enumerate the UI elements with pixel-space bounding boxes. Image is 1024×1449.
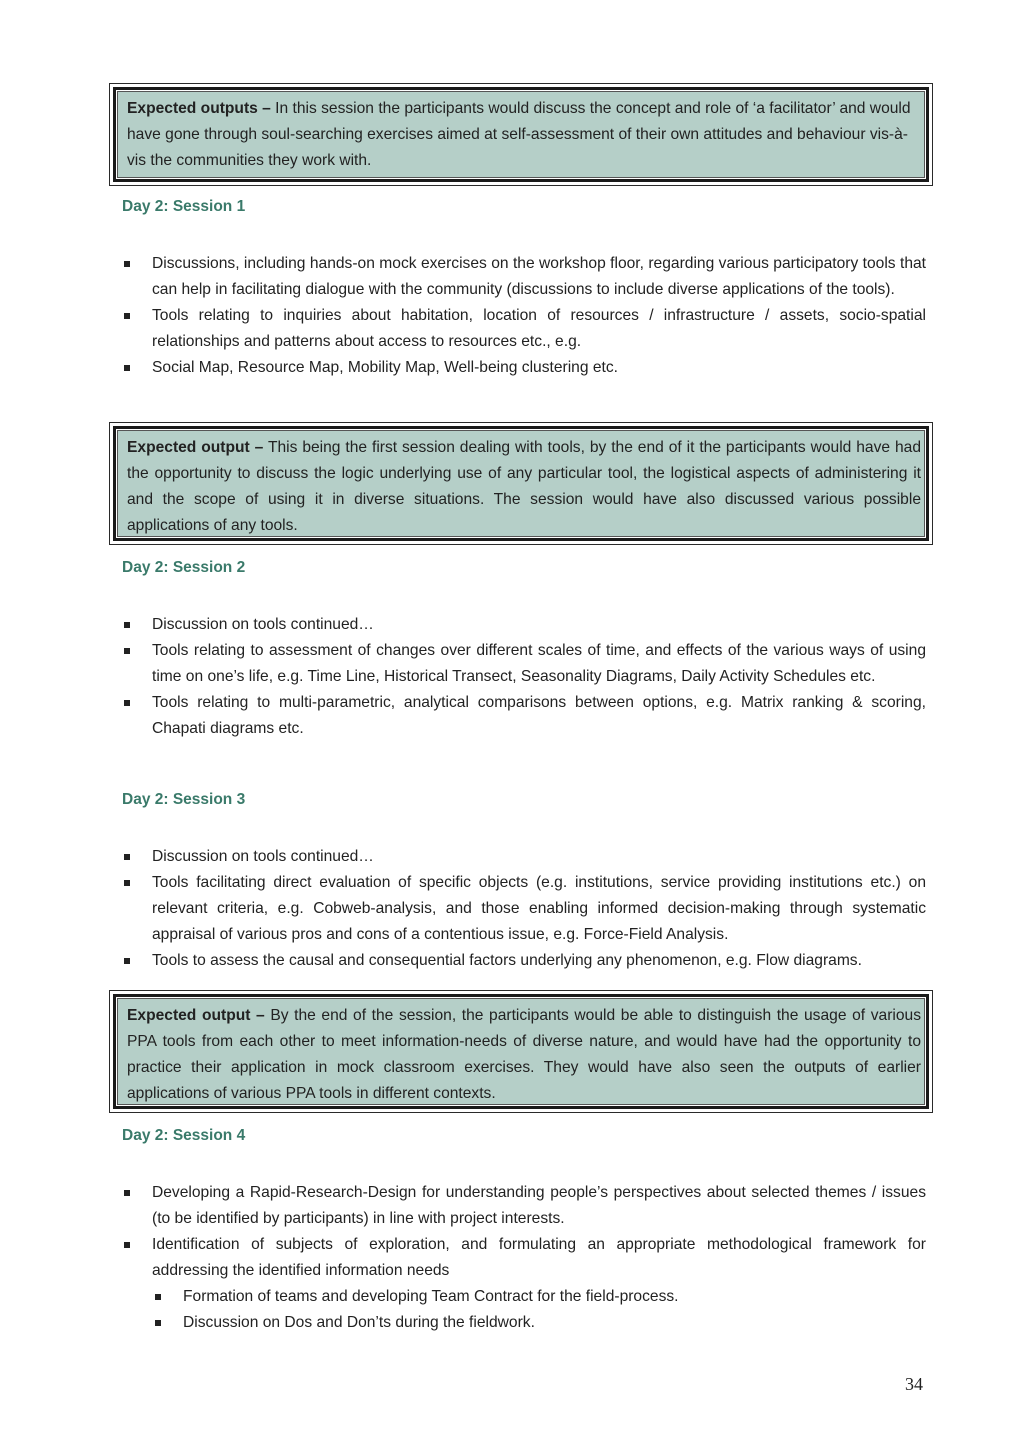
session-2-list — [122, 612, 926, 742]
expected-outputs-label: Expected outputs – — [127, 100, 271, 117]
list-item: Discussions, including hands-on mock exercises on the workshop floor, regarding various participatory tools that can help in facilitating dialogue with the community (discussions to include diverse applications of the tools). — [122, 251, 926, 303]
expected-outputs-text: Expected outputs – In this session the participants would discuss the concept and role of ‘a facilitator’ and would have gone through soul-searching exercises aimed at self-assessment of their own attitudes and behaviour vis-à-vis the communities they work with. — [117, 91, 925, 178]
expected-output-box — [109, 422, 933, 545]
expected-output-text: Expected output – By the end of the session, the participants would be able to distinguish the usage of various PPA tools from each other to meet information-needs of diverse nature, and would have had the opportunity to practice their application in mock classroom exercises. They would have also seen the outputs of earlier applications of various PPA tools in different contexts. — [117, 998, 925, 1105]
expected-output-label: Expected output – — [127, 439, 264, 456]
expected-output-text: Expected output – This being the first session dealing with tools, by the end of it the participants would have had the opportunity to discuss the logic underlying use of any particular tool, the logistical aspects of administering it and the scope of using it in diverse situations. The session would have also discussed various possible applications of any tools. — [117, 430, 925, 537]
list-item: Tools relating to assessment of changes over different scales of time, and effects of the various ways of using time on one’s life, e.g. Time Line, Historical Transect, Seasonality Diagrams, Daily Activity Schedules etc. — [122, 638, 926, 690]
list-item: Developing a Rapid-Research-Design for understanding people’s perspectives about selected themes / issues (to be identified by participants) in line with project interests. — [122, 1180, 926, 1232]
session-heading: Day 2: Session 2 — [122, 559, 246, 576]
session-heading: Day 2: Session 4 — [122, 1127, 246, 1144]
list-item: Tools relating to multi-parametric, analytical comparisons between options, e.g. Matrix ranking & scoring, Chapati diagrams etc. — [122, 690, 926, 742]
list-item: Tools relating to inquiries about habitation, location of resources / infrastructure / assets, socio-spatial relationships and patterns about access to resources etc., e.g. — [122, 303, 926, 355]
list-item: Tools to assess the causal and consequential factors underlying any phenomenon, e.g. Flow diagrams. — [122, 948, 926, 974]
expected-outputs-box — [109, 83, 933, 186]
expected-output-box — [109, 990, 933, 1113]
list-item: Tools facilitating direct evaluation of specific objects (e.g. institutions, service providing institutions etc.) on relevant criteria, e.g. Cobweb-analysis, and those enabling informed decision-making through systematic appraisal of various pros and cons of a contentious issue, e.g. Force-Field Analysis. — [122, 870, 926, 948]
list-item: Social Map, Resource Map, Mobility Map, Well-being clustering etc. — [122, 355, 926, 381]
session-3-list — [122, 844, 926, 974]
sub-list-item: Discussion on Dos and Don’ts during the fieldwork. — [122, 1310, 926, 1336]
page-number: 34 — [905, 1374, 923, 1394]
sub-list-item: Formation of teams and developing Team Contract for the field-process. — [122, 1284, 926, 1310]
list-item: Discussion on tools continued… — [122, 844, 926, 870]
list-item: Discussion on tools continued… — [122, 612, 926, 638]
session-heading: Day 2: Session 3 — [122, 791, 246, 808]
session-heading: Day 2: Session 1 — [122, 198, 246, 215]
session-1-list — [122, 251, 926, 381]
list-item: Identification of subjects of exploration, and formulating an appropriate methodological framework for addressing the identified information needs — [122, 1232, 926, 1284]
session-4-list — [122, 1180, 926, 1336]
expected-output-label: Expected output – — [127, 1007, 265, 1024]
